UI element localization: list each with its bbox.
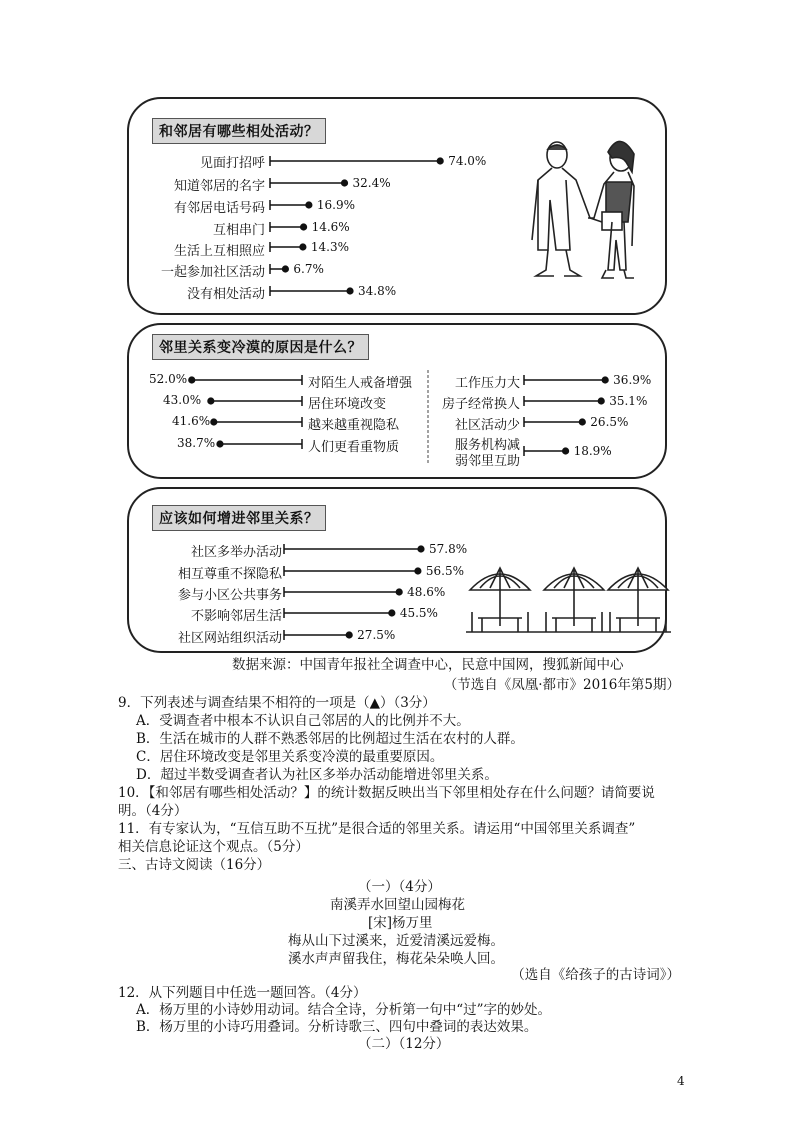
p3-label-3: 不影响邻居生活 [190,609,282,624]
p2-right-label-3b: 弱邻里互助 [454,454,520,469]
poem-line-1: 梅从山下过溪来，近爱清溪远爱梅。 [288,933,504,949]
p1-label-2: 有邻居电话号码 [173,201,265,216]
p2-left-value-3: 38.7% [177,436,216,450]
panel2-title: 邻里关系变冷漠的原因是什么？ [152,334,369,360]
q10-line-1: 10．【和邻居有哪些相处活动？】的统计数据反映出当下邻里相处存在什么问题？请简要说 [118,785,655,801]
q12-stem: 12．从下列题目中任选一题回答。（4分） [118,985,367,1001]
part-2-heading: （二）（12分） [358,1036,450,1052]
p1-bar-1-value: 32.4% [352,176,391,190]
q12-option-a: A．杨万里的小诗妙用动词。结合全诗，分析第一句中“过”字的妙处。 [136,1002,552,1018]
q11-line-1: 11．有专家认为，“互信互助不互扰”是很合适的邻里关系。请运用“中国邻里关系调查” [118,821,636,837]
p3-bar-0-value: 57.8% [428,542,468,556]
p1-bar-2-value: 16.9% [316,198,355,212]
q12-option-b: B．杨万里的小诗巧用叠词。分析诗歌三、四句中叠词的表达效果。 [136,1019,538,1035]
p2-right-label-0: 工作压力大 [454,376,520,391]
q9-option-c: C．居住环境改变是邻里关系变冷漠的最重要原因。 [136,749,444,765]
p3-label-2: 参与小区公共事务 [177,588,282,603]
p1-bar-3-value: 14.6% [311,220,350,234]
p2-right-bar-0-value: 36.9% [613,373,652,387]
p3-label-1: 相互尊重不探隐私 [177,567,282,582]
q9-stem: 9．下列表述与调查结果不相符的一项是（▲）（3分） [118,695,436,711]
p2-left-bar-0-dot [188,376,195,383]
umbrella-tables-illustration [466,568,671,632]
excerpt-source: （节选自《凤凰·都市》2016年第5期） [443,677,680,693]
poem-title: 南溪弄水回望山园梅花 [330,897,465,913]
p1-label-5: 一起参加社区活动 [160,265,265,280]
p2-right-label-2: 社区活动少 [454,418,520,433]
p2-right-bar-1-value: 35.1% [609,394,648,408]
p2-left-label-0: 对陌生人戒备增强 [308,376,413,391]
part-1-heading: （一）（4分） [358,879,441,895]
p3-bar-3-value: 45.5% [399,606,438,620]
p3-bar-1-dot [414,567,421,574]
p3-bar-4-dot [346,631,353,638]
p2-left-value-1: 43.0% [163,393,202,407]
p1-bar-1-dot [341,179,348,186]
p2-left-value-2: 41.6% [172,414,211,428]
p1-bar-6-dot [346,287,353,294]
p2-right-bar-3-dot [562,447,569,454]
p1-bar-6-value: 34.8% [358,284,397,298]
p1-label-3: 互相串门 [212,223,265,238]
p2-right-bar-3-value: 18.9% [573,444,612,458]
p1-bar-3-dot [300,223,307,230]
p3-bar-3-dot [388,609,395,616]
poem-line-2: 溪水声声留我住，梅花朵朵唤人回。 [288,951,504,967]
q11-line-2: 相关信息论证这个观点。（5分） [118,839,309,855]
p2-right-bar-0-dot [602,376,609,383]
p1-bar-0-dot [437,157,444,164]
p2-right-bar-2-value: 26.5% [590,415,629,429]
p2-left-bar-2-dot [210,418,217,425]
q9-option-a: A．受调查者中根本不认识自己邻居的人的比例并不大。 [136,713,470,729]
q9-option-b: B．生活在城市的人群不熟悉邻居的比例超过生活在农村的人群。 [136,731,524,747]
p2-left-value-0: 52.0% [149,372,188,386]
data-source: 数据来源：中国青年报社全调查中心，民意中国网，搜狐新闻中心 [232,657,624,673]
p2-right-label-3a: 服务机构减 [454,438,520,453]
p1-label-0: 见面打招呼 [199,156,265,171]
panel3-title: 应该如何增进邻里关系？ [152,505,326,531]
p3-bar-1-value: 56.5% [425,564,465,578]
q9-option-d: D．超过半数受调查者认为社区多举办活动能增进邻里关系。 [136,767,498,783]
p3-bar-4-value: 27.5% [357,628,396,642]
p2-left-bar-3-dot [216,440,223,447]
p1-bar-0-value: 74.0% [448,154,487,168]
page-number: 4 [677,1074,685,1088]
p2-right-bar-1-dot [598,397,605,404]
p1-bar-5-value: 6.7% [293,262,324,276]
p1-bar-5-dot [282,265,289,272]
p2-left-label-2: 越来越重视隐私 [308,418,400,433]
p2-left-label-1: 居住环境改变 [308,397,387,412]
p1-bar-4-dot [299,243,306,250]
p1-label-4: 生活上互相照应 [173,244,265,259]
p1-bar-4-value: 14.3% [310,240,350,254]
q10-line-2: 明。（4分） [118,803,188,819]
p1-label-6: 没有相处活动 [186,287,265,302]
p2-left-bar-1-dot [207,397,214,404]
couple-illustration [532,141,634,278]
p1-label-1: 知道邻居的名字 [173,179,265,194]
p3-label-0: 社区多举办活动 [190,545,282,560]
p3-bar-2-value: 48.6% [407,585,446,599]
p3-bar-2-dot [396,588,403,595]
p1-bar-2-dot [305,201,312,208]
panel1-title: 和邻居有哪些相处活动？ [152,118,326,144]
p2-right-label-1: 房子经常换人 [441,397,520,412]
p3-bar-0-dot [417,545,424,552]
p3-label-4: 社区网站组织活动 [177,631,282,646]
section-3-heading: 三、古诗文阅读（16分） [118,857,271,873]
poem-author: [宋]杨万里 [368,915,433,931]
p2-left-label-3: 人们更看重物质 [308,440,400,455]
p2-right-bar-2-dot [579,418,586,425]
poem-source: （选自《给孩子的古诗词》） [511,967,680,983]
